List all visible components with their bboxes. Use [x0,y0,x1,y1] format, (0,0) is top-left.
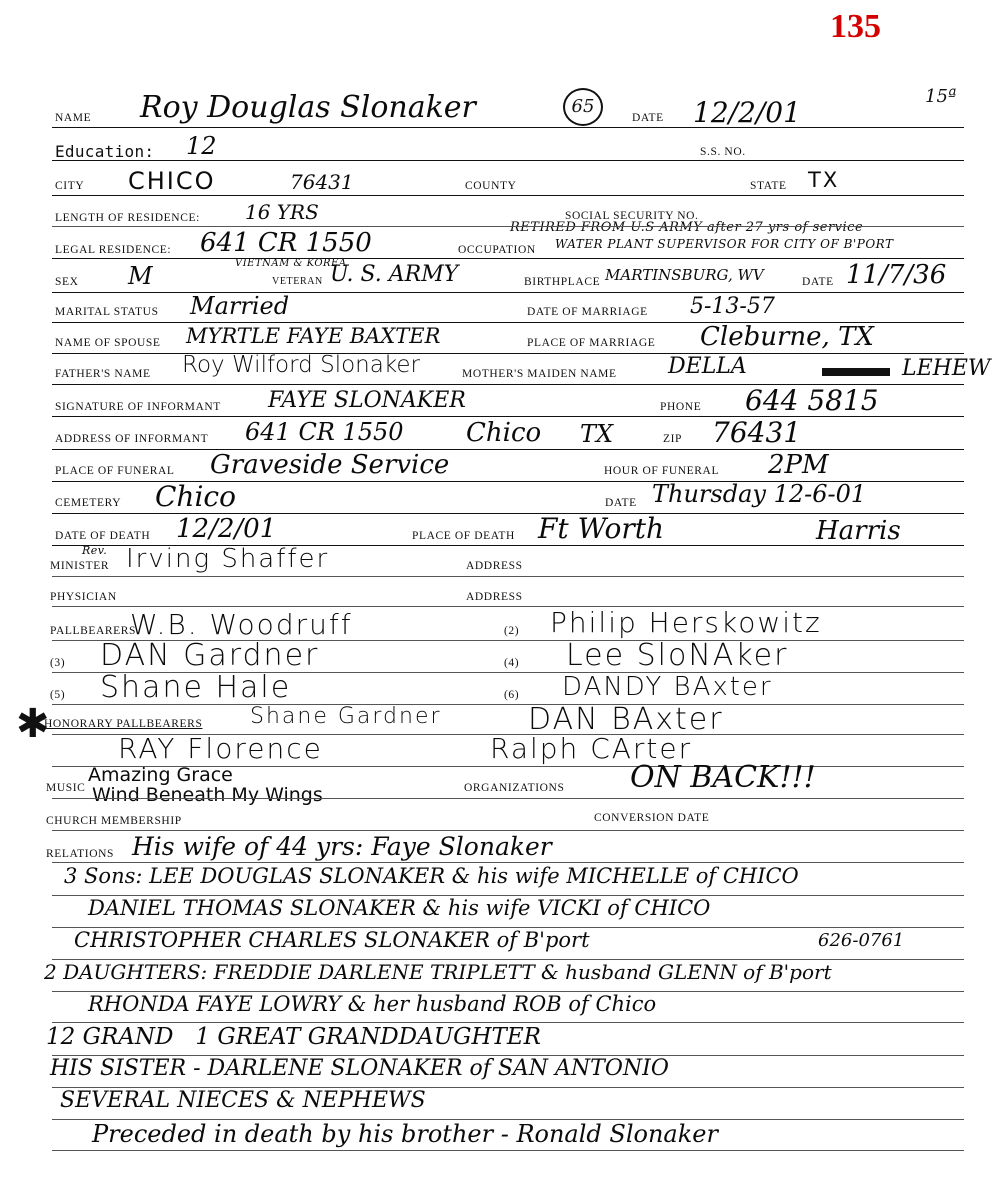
physician-address-label: ADDRESS [466,591,523,603]
date-label: DATE [632,112,664,124]
birthplace-label: BIRTHPLACE [524,276,601,288]
name-of-spouse-value: MYRTLE FAYE BAXTER [186,324,441,348]
name-label: NAME [55,112,92,124]
rule [52,258,964,259]
relations-line-9: SEVERAL NIECES & NEPHEWS [60,1088,426,1113]
hour-of-funeral-label: HOUR OF FUNERAL [604,465,720,477]
rule [52,606,964,607]
relations-line-4: CHRISTOPHER CHARLES SLONAKER of B'port [74,928,590,952]
sex-label: SEX [55,276,79,288]
sex-value: M [128,262,153,290]
informant-city: Chico [466,418,542,448]
zip-value: 76431 [712,416,802,449]
rule [52,195,964,196]
pallbearer-6: DANDY BAxter [562,672,773,702]
occupation-value: WATER PLANT SUPERVISOR FOR CITY OF B'PORT [555,237,894,251]
birth-date-value: 11/7/36 [846,260,947,290]
honorary-3: RAY Florence [118,732,323,765]
music-1: Amazing Grace [88,764,233,786]
date-of-death-label: DATE OF DEATH [55,530,151,542]
pallbearer-6-label: (6) [504,689,520,701]
education-value: 12 [186,132,217,160]
fathers-name-value: Roy Wilford Slonaker [182,352,420,378]
city-value: CHICO [128,167,216,195]
pallbearers-label: PALLBEARERS [50,625,137,637]
name-of-spouse-label: NAME OF SPOUSE [55,337,161,349]
minister-value: Irving Shaffer [126,544,330,574]
place-of-death-value: Ft Worth [538,512,664,545]
rule [52,160,964,161]
education-label: Education: [55,142,155,161]
rule [52,292,964,293]
pallbearer-5: Shane Hale [100,670,292,705]
place-of-death-hospital: Harris [816,516,901,546]
signature-of-informant-label: SIGNATURE OF INFORMANT [55,401,221,413]
rule [52,1022,964,1023]
pallbearer-3-label: (3) [50,657,66,669]
rule [52,830,964,831]
place-of-funeral-value: Graveside Service [210,450,450,480]
signature-of-informant-value: FAYE SLONAKER [268,388,466,413]
county-label: COUNTY [465,180,517,192]
rule [52,1150,964,1151]
date-value: 12/2/01 [693,96,801,129]
rule [52,862,964,863]
length-of-residence-value: 16 YRS [245,200,319,224]
age-circle: 65 [563,88,603,126]
organizations-value: ON BACK!!! [630,760,816,795]
state-label: STATE [750,180,787,192]
music-2: Wind Beneath My Wings [92,784,323,806]
relations-label: RELATIONS [46,848,115,860]
place-of-marriage-value: Cleburne, TX [700,322,874,352]
relations-line-8: HIS SISTER - DARLENE SLONAKER of SAN ANTONIO [50,1056,669,1081]
honorary-4: Ralph CArter [490,732,693,765]
hour-of-funeral-value: 2PM [768,450,829,480]
mothers-maiden-name-label: MOTHER'S MAIDEN NAME [462,368,617,380]
social-security-no-label: SOCIAL SECURITY NO. [565,210,699,222]
occupation-label: OCCUPATION [458,244,536,256]
rule [52,416,964,417]
music-label: MUSIC [46,782,86,794]
relations-line-1: His wife of 44 yrs: Faye Slonaker [132,832,552,861]
mothers-maiden-name-value: DELLA [668,354,747,379]
pallbearer-4: Lee SloNAker [566,638,789,673]
mothers-maiden-name-last: LEHEW [902,356,991,381]
marital-status-value: Married [190,292,290,320]
place-of-funeral-label: PLACE OF FUNERAL [55,465,175,477]
cemetery-date-label: DATE [605,497,637,509]
city-label: CITY [55,180,85,192]
place-of-marriage-label: PLACE OF MARRIAGE [527,337,656,349]
legal-residence-value: 641 CR 1550 [200,228,372,258]
pallbearer-2: Philip Herskowitz [550,606,822,639]
minister-label: MINISTER [50,560,110,572]
minister-address-label: ADDRESS [466,560,523,572]
phone-value: 644 5815 [745,384,879,417]
date-of-death-value: 12/2/01 [176,514,277,544]
relations-line-6: RHONDA FAYE LOWRY & her husband ROB of Chico [88,992,657,1016]
cemetery-label: CEMETERY [55,497,122,509]
legal-residence-label: LEGAL RESIDENCE: [55,244,172,256]
minister-prefix: Rev. [82,544,108,557]
rule [52,798,964,799]
pallbearer-3: DAN Gardner [100,638,320,673]
rule [52,576,964,577]
strike-through [822,368,890,376]
cemetery-value: Chico [155,480,236,513]
church-membership-label: CHURCH MEMBERSHIP [46,815,182,827]
organizations-label: ORGANIZATIONS [464,782,565,794]
christopher-phone: 626-0761 [818,930,905,951]
rule [52,127,964,128]
address-of-informant-label: ADDRESS OF INFORMANT [55,433,209,445]
city-zip-value: 76431 [290,170,354,194]
phone-label: PHONE [660,401,702,413]
place-of-death-label: PLACE OF DEATH [412,530,515,542]
birthplace-value: MARTINSBURG, WV [605,266,764,284]
pallbearer-5-label: (5) [50,689,66,701]
asterisk-mark: ✱ [16,702,50,746]
veteran-note: VIETNAM & KOREA [235,258,347,269]
pallbearer-4-label: (4) [504,657,520,669]
honorary-2: DAN BAxter [528,702,724,737]
conversion-date-label: CONVERSION DATE [594,812,710,824]
informant-state: TX [580,420,614,448]
veteran-value: U. S. ARMY [330,262,459,287]
relations-line-7: 12 GRAND 1 GREAT GRANDDAUGHTER [46,1024,541,1050]
fathers-name-label: FATHER'S NAME [55,368,151,380]
birth-date-label: DATE [802,276,834,288]
marital-status-label: MARITAL STATUS [55,306,159,318]
physician-label: PHYSICIAN [50,591,117,603]
corner-mark: 15ª [925,86,957,107]
relations-line-3: DANIEL THOMAS SLONAKER & his wife VICKI of CHICO [88,896,711,920]
relations-line-2: 3 Sons: LEE DOUGLAS SLONAKER & his wife MICHELLE of CHICO [64,864,799,888]
rule [52,226,964,227]
state-value: TX [808,168,840,192]
veteran-label: VETERAN [272,276,323,287]
pallbearer-1: W.B. Woodruff [130,608,353,641]
occupation-note: RETIRED FROM U.S ARMY after 27 yrs of service [510,220,864,235]
name-value: Roy Douglas Slonaker [140,90,476,125]
pallbearer-2-label: (2) [504,625,520,637]
address-of-informant-value: 641 CR 1550 [245,418,404,446]
honorary-pallbearers-label: HONORARY PALLBEARERS [44,718,203,730]
rule [52,704,964,705]
page-number: 135 [830,8,881,45]
honorary-1: Shane Gardner [250,704,442,729]
date-of-marriage-label: DATE OF MARRIAGE [527,306,648,318]
relations-line-10: Preceded in death by his brother - Ronald Slonaker [92,1120,718,1148]
ss-no-label: S.S. NO. [700,146,746,158]
length-of-residence-label: LENGTH OF RESIDENCE: [55,212,200,224]
date-of-marriage-value: 5-13-57 [690,294,775,319]
cemetery-date-value: Thursday 12-6-01 [652,480,867,508]
zip-label: ZIP [663,433,683,445]
relations-line-5: 2 DAUGHTERS: FREDDIE DARLENE TRIPLETT & husband GLENN of B'port [44,960,832,984]
